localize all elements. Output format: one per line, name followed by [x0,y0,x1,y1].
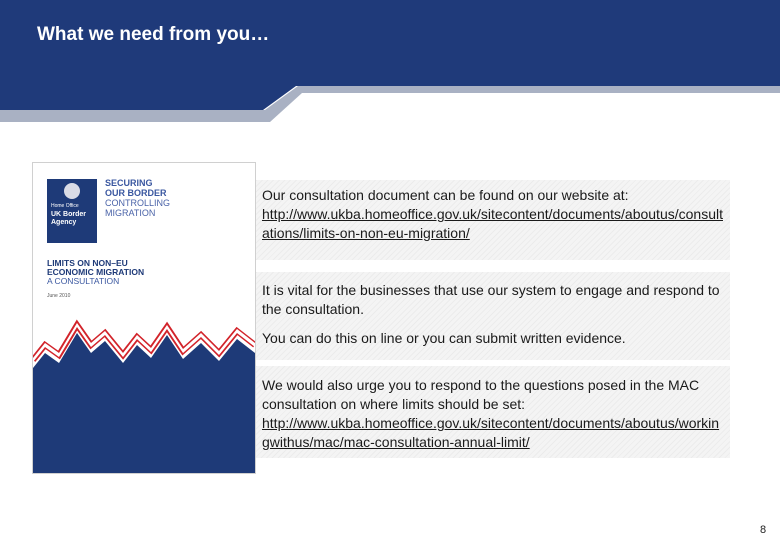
cover-heading-line: OUR BORDER [105,188,167,198]
cover-date: June 2010 [47,293,71,299]
crest-logo [47,179,97,243]
mac-consultation-link[interactable]: http://www.ukba.homeoffice.gov.uk/sitecontent/documents/aboutus/workingwithus/mac/mac-consultation-annual-limit/ [262,415,720,450]
cover-consultation-label: A CONSULTATION [47,276,120,286]
cover-heading-securing [105,178,245,198]
cover-heading-line: MIGRATION [105,208,156,218]
cover-limits-line: ECONOMIC MIGRATION [47,267,145,277]
consultation-link[interactable]: http://www.ukba.homeoffice.gov.uk/sitecontent/documents/aboutus/consultations/limits-on-non-eu-migration/ [262,206,723,241]
engagement-panel [256,272,730,360]
consultation-intro-text: Our consultation document can be found on our website at: [262,187,629,203]
mac-panel [256,366,730,458]
header-band [0,0,780,122]
crest-home-office-text: Home Office [51,203,79,209]
slide-title: What we need from you… [37,24,270,45]
consultation-panel [256,180,730,260]
royal-crest-icon [64,183,80,199]
cover-heading-line: CONTROLLING [105,198,171,208]
cover-heading-controlling [105,198,245,218]
cover-heading-line: SECURING [105,178,153,188]
mac-text: We would also urge you to respond to the questions posed in the MAC consultation on where limits should be set: [262,377,700,412]
cover-limits-title [47,259,247,277]
report-cover-image [32,162,256,474]
vital-text: It is vital for the businesses that use our system to engage and respond to the consultation. [262,282,720,317]
options-text: You can do this on line or you can submit written evidence. [262,330,626,346]
page-number: 8 [760,524,767,536]
cover-limits-line: LIMITS ON NON–EU [47,258,128,268]
header-background [0,0,780,110]
crest-agency-text: UK Border Agency [51,211,87,226]
